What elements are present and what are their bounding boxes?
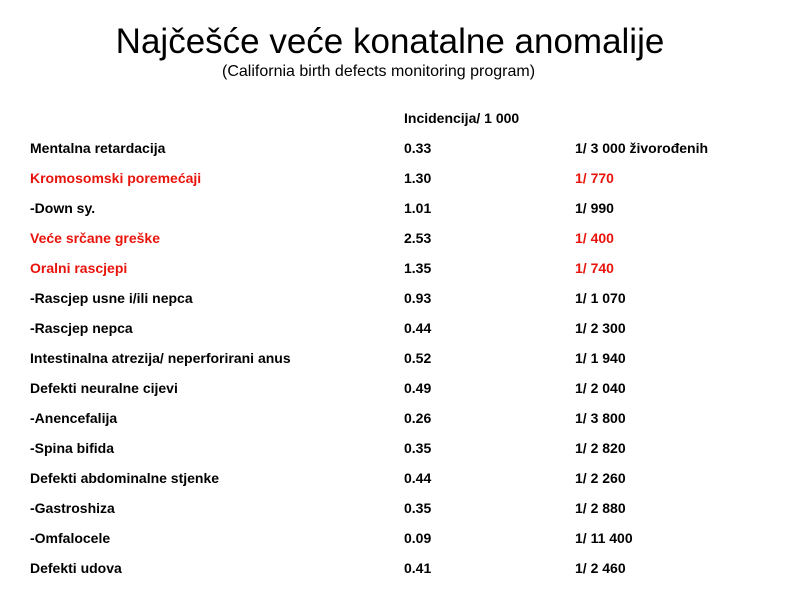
table-row [0, 522, 800, 552]
row-ratio-value: 1/ 990 [575, 200, 614, 216]
table-header-row [0, 102, 800, 132]
row-incidence-value: 0.26 [404, 410, 432, 426]
table-row [0, 552, 800, 582]
row-ratio-value: 1/ 2 260 [575, 470, 626, 486]
table-row [0, 192, 800, 222]
row-anomaly-name: -Anencefalija [30, 410, 118, 426]
row-incidence-value: 1.01 [404, 200, 432, 216]
row-incidence-value: 0.41 [404, 560, 432, 576]
slide-title: Najčešće veće konatalne anomalije [115, 22, 665, 61]
row-ratio-value: 1/ 3 800 [575, 410, 626, 426]
table-row [0, 492, 800, 522]
table-row [0, 372, 800, 402]
table-row [0, 462, 800, 492]
row-incidence-value: 0.35 [404, 440, 432, 456]
table-row [0, 132, 800, 162]
table-body [0, 132, 800, 582]
table-row [0, 162, 800, 192]
row-ratio-value: 1/ 2 820 [575, 440, 626, 456]
row-anomaly-name: -Omfalocele [30, 530, 111, 546]
row-anomaly-name: Defekti abdominalne stjenke [30, 470, 220, 486]
row-ratio-value: 1/ 2 460 [575, 560, 626, 576]
row-anomaly-name: Mentalna retardacija [30, 140, 166, 156]
row-anomaly-name: Veće srčane greške [30, 230, 160, 246]
row-ratio-value: 1/ 740 [575, 260, 614, 276]
table-row [0, 432, 800, 462]
row-anomaly-name: -Spina bifida [30, 440, 114, 456]
row-incidence-value: 0.49 [404, 380, 432, 396]
row-anomaly-name: -Rascjep usne i/ili nepca [30, 290, 193, 306]
row-anomaly-name: Oralni rascjepi [30, 260, 128, 276]
table-row [0, 282, 800, 312]
row-incidence-value: 0.33 [404, 140, 432, 156]
row-ratio-value: 1/ 2 040 [575, 380, 626, 396]
row-incidence-value: 0.09 [404, 530, 432, 546]
row-ratio-value: 1/ 3 000 živorođenih [575, 140, 709, 156]
row-anomaly-name: -Rascjep nepca [30, 320, 133, 336]
row-anomaly-name: -Gastroshiza [30, 500, 115, 516]
anomalies-table [0, 102, 800, 582]
table-row [0, 312, 800, 342]
table-row [0, 342, 800, 372]
row-ratio-value: 1/ 2 880 [575, 500, 626, 516]
row-incidence-value: 1.35 [404, 260, 432, 276]
row-incidence-value: 2.53 [404, 230, 432, 246]
row-ratio-value: 1/ 11 400 [575, 530, 633, 546]
row-ratio-value: 1/ 2 300 [575, 320, 626, 336]
row-anomaly-name: Kromosomski poremećaji [30, 170, 202, 186]
table-row [0, 402, 800, 432]
row-incidence-value: 0.93 [404, 290, 432, 306]
slide-subtitle: (California birth defects monitoring program) [222, 63, 536, 80]
row-ratio-value: 1/ 770 [575, 170, 614, 186]
slide-subtitle-container [0, 62, 800, 84]
row-incidence-value: 0.44 [404, 470, 432, 486]
row-anomaly-name: Defekti neuralne cijevi [30, 380, 178, 396]
header-incidence: Incidencija/ 1 000 [404, 110, 520, 126]
row-incidence-value: 0.35 [404, 500, 432, 516]
row-anomaly-name: -Down sy. [30, 200, 96, 216]
row-ratio-value: 1/ 400 [575, 230, 614, 246]
table-row [0, 222, 800, 252]
row-ratio-value: 1/ 1 940 [575, 350, 626, 366]
row-anomaly-name: Intestinalna atrezija/ neperforirani anus [30, 350, 291, 366]
row-ratio-value: 1/ 1 070 [575, 290, 626, 306]
row-incidence-value: 0.52 [404, 350, 432, 366]
table-row [0, 252, 800, 282]
row-incidence-value: 1.30 [404, 170, 432, 186]
row-incidence-value: 0.44 [404, 320, 432, 336]
row-anomaly-name: Defekti udova [30, 560, 122, 576]
